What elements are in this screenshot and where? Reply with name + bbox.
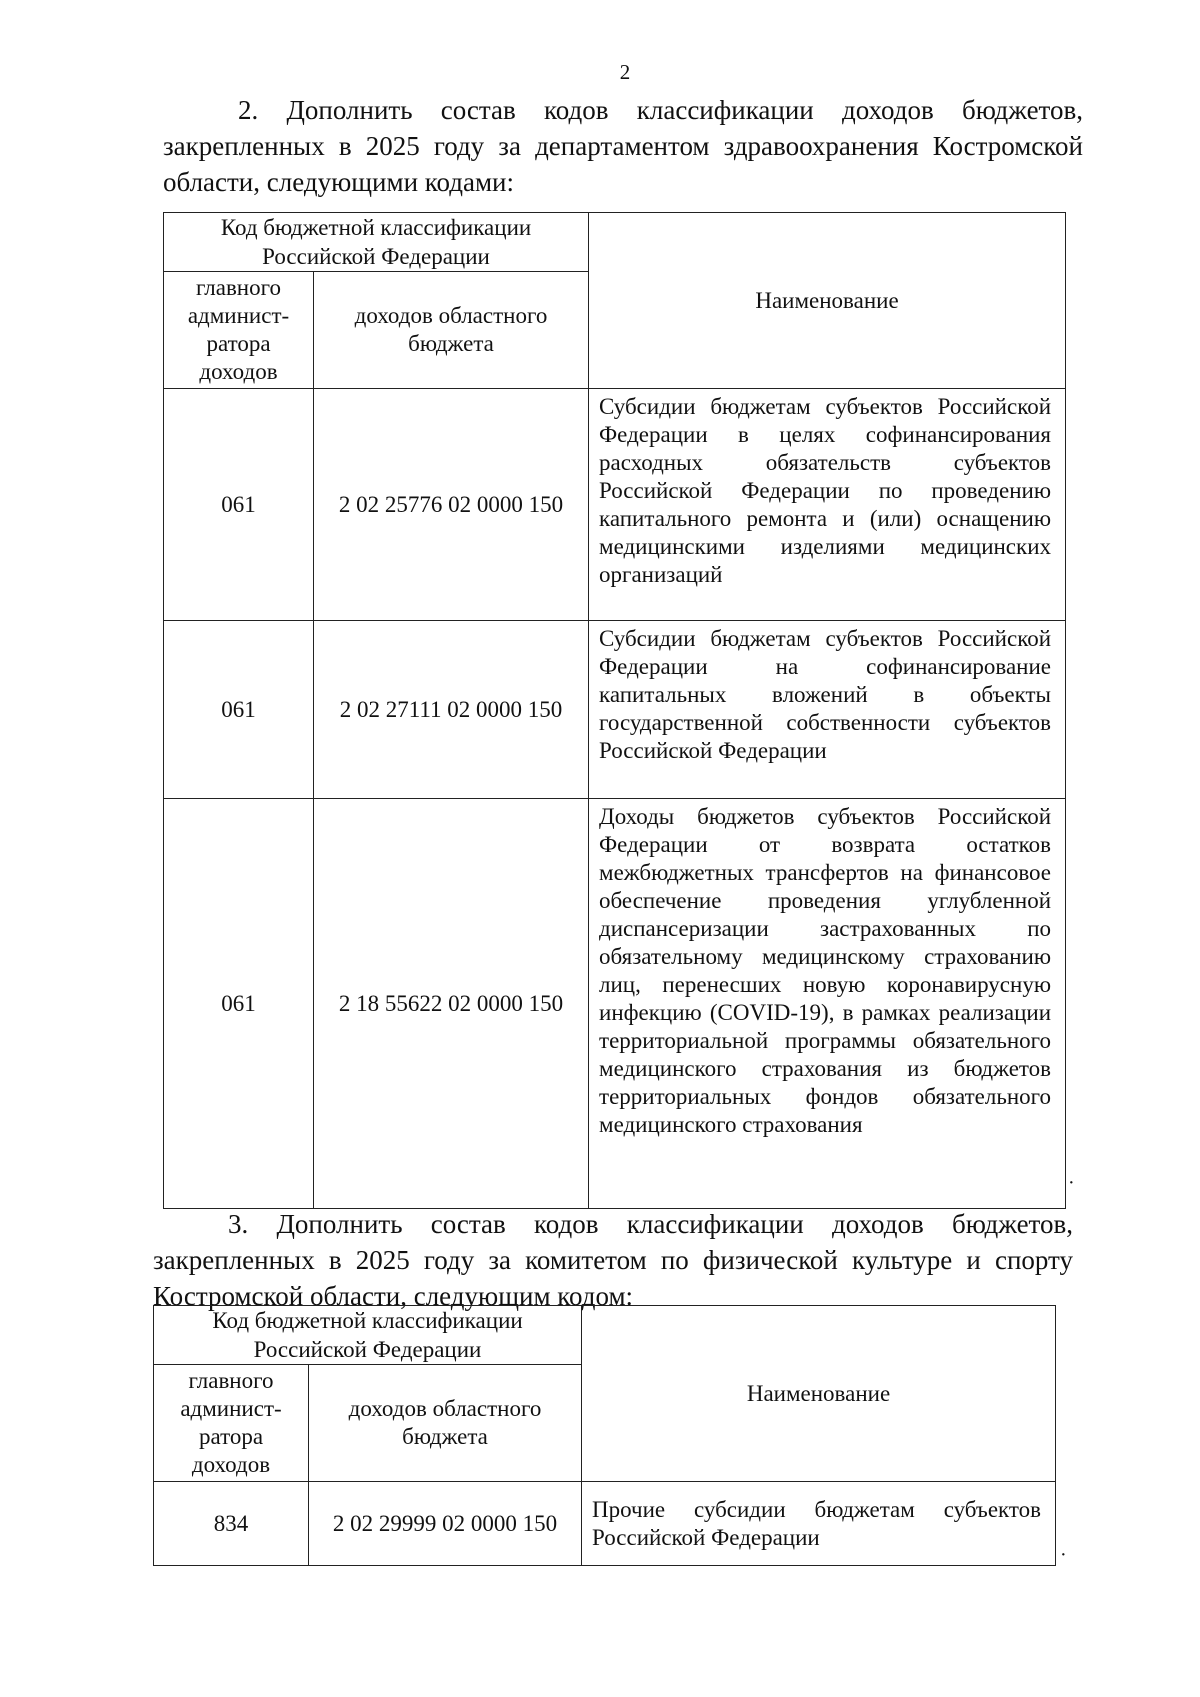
table-row (164, 799, 1066, 1209)
header-name: Наименование (582, 1306, 1056, 1482)
income-name: Субсидии бюджетам субъектов Российской Федерации в целях софинансирования расходных обязательств субъектов Российской Федерации по проведению капитального ремонта и (или) оснащению медицинскими изделиями медицинских организаций (589, 389, 1066, 621)
admin-code: 061 (164, 799, 314, 1209)
scan-mark: · (1060, 1544, 1067, 1566)
admin-code: 061 (164, 621, 314, 799)
section-2-paragraph (163, 92, 1083, 200)
income-code: 2 02 29999 02 0000 150 (309, 1482, 582, 1566)
income-code: 2 02 25776 02 0000 150 (314, 389, 589, 621)
header-code-group: Код бюджетной классификации Российской Федерации (154, 1306, 582, 1365)
section-3-table (153, 1305, 1056, 1566)
page-number: 2 (619, 60, 631, 84)
section-3-paragraph (153, 1206, 1073, 1314)
header-code-group: Код бюджетной классификации Российской Федерации (164, 213, 589, 272)
header-admin: главного админист- ратора доходов (154, 1365, 309, 1482)
table-row (164, 389, 1066, 621)
scan-mark: · (1068, 1172, 1075, 1194)
header-admin: главного админист- ратора доходов (164, 272, 314, 389)
income-name: Субсидии бюджетам субъектов Российской Федерации на софинансирование капитальных вложений в объекты государственной собственности субъектов Российской Федерации (589, 621, 1066, 799)
table-row (154, 1482, 1056, 1566)
header-name: Наименование (589, 213, 1066, 389)
section-2-table (163, 212, 1066, 1209)
income-code: 2 02 27111 02 0000 150 (314, 621, 589, 799)
admin-code: 061 (164, 389, 314, 621)
income-name: Доходы бюджетов субъектов Российской Федерации от возврата остатков межбюджетных трансфертов на финансовое обеспечение проведения углубленной диспансеризации застрахованных по обязательному медицинскому страхованию лиц, перенесших новую коронавирусную инфекцию (COVID-19), в рамках реализации территориальной программы обязательного медицинского страхования из бюджетов территориальных фондов обязательного медицинского страхования (589, 799, 1066, 1209)
section-3-text: 3. Дополнить состав кодов классификации доходов бюджетов, закрепленных в 2025 году за комитетом по физической культуре и спорту Костромской области, следующим кодом: (153, 1209, 1073, 1311)
section-2-text: 2. Дополнить состав кодов классификации доходов бюджетов, закрепленных в 2025 году за департаментом здравоохранения Костромской области, следующими кодами: (163, 95, 1083, 197)
admin-code: 834 (154, 1482, 309, 1566)
header-income: доходов областного бюджета (309, 1365, 582, 1482)
header-income: доходов областного бюджета (314, 272, 589, 389)
table-row (164, 621, 1066, 799)
income-name: Прочие субсидии бюджетам субъектов Российской Федерации (582, 1482, 1056, 1566)
income-code: 2 18 55622 02 0000 150 (314, 799, 589, 1209)
